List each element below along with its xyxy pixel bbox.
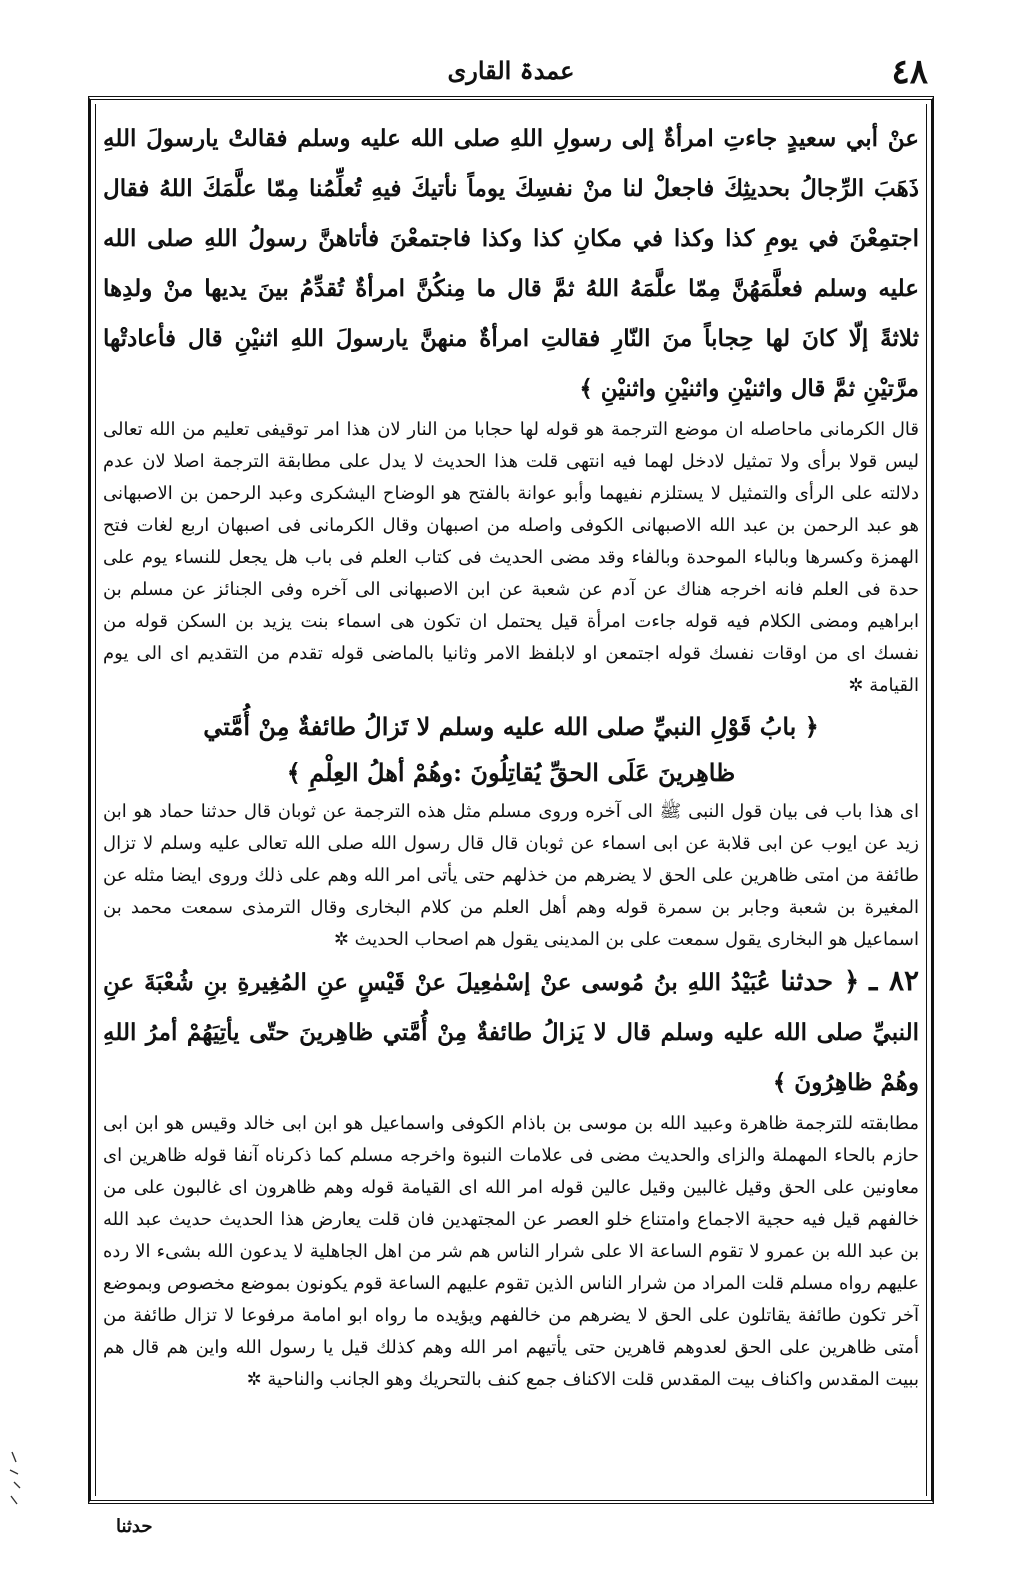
hadith-82 (103, 956, 919, 1108)
catchword: حدثنا (116, 1516, 153, 1537)
hadith-number: ٨٢ ـ (869, 964, 919, 997)
text-frame (88, 96, 934, 1504)
chapter-heading-line-2: ظاهِرينَ عَلَى الحقِّ يُقاتِلُونَ :وهُمْ أهلُ العِلْمِ ﴾ (286, 758, 736, 787)
page-number: ٤٨ (891, 52, 928, 92)
chapter-heading (103, 704, 919, 796)
commentary-hadith-80: قال الكرمانی ماحاصله ان موضع الترجمة هو قوله لها حجابا من النار لان هذا امر توقیفی تعلیم من الله تعالى ليس قولا برأى ولا تمثيل لادخل لهما فيه انتهى قلت هذا الحديث لا يدل على مطابقة الترجمة اصلا لان عدم دلالته على الرأى والتمثيل لا يستلزم نفيهما وأبو عوانة بالفتح هو الوضاح اليشكرى وعبد الرحمن بن الاصبهانى هو عبد الرحمن بن عبد الله الاصبهانى الكوفى واصله من اصبهان وقال الكرمانى فى اصبهان اربع لغات فتح الهمزة وكسرها وبالباء الموحدة وبالفاء وقد مضى الحديث فى كتاب العلم فى باب هل يجعل للنساء يوم على حدة فى العلم فانه اخرجه هناك عن آدم عن شعبة عن ابن الاصبهانى الى آخره وفى الجنائز عن مسلم بن ابراهيم ومضى الكلام فيه قوله جاءت امرأة قيل يحتمل ان تكون هى اسماء بنت يزيد بن السكن قوله من نفسك اى من اوقات نفسك قوله اجتمعن او لابلفظ الامر وثانيا بالماضى قوله تقدم من التقديم اى الى يوم القيامة ✲ (103, 419, 919, 696)
hadith-80-text: عنْ أبي سعيدٍ جاءتِ امرأةٌ إلى رسولِ اللهِ صلى الله عليه وسلم فقالتْ يارسولَ اللهِ ذَهَبَ الرِّجالُ بحديثِكَ فاجعلْ لنا منْ نفسِكَ يوماً نأتيكَ فيهِ تُعلِّمُنا مِمّا علَّمَكَ اللهُ فقال اجتمِعْنَ في يومِ كذا وكذا في مكانِ كذا وكذا فاجتمعْنَ فأتاهنَّ رسولُ اللهِ صلى الله عليه وسلم فعلَّمَهُنَّ مِمّا علَّمَهُ اللهُ ثمَّ قال ما مِنكُنَّ امرأةٌ تُقدِّمُ بينَ يديها منْ ولدِها ثلاثةً إلّا كانَ لها حِجاباً منَ النّارِ فقالتِ امرأةٌ منهنَّ يارسولَ اللهِ اثنيْنِ قال فأعادتْها مرَّتيْنِ ثمَّ قال واثنيْنِ واثنيْنِ واثنيْنِ ﴾ (103, 125, 919, 402)
running-title: عمدۃ القاری (447, 56, 575, 85)
chapter-heading-line-1: ﴿ بابُ قَوْلِ النبيِّ صلى الله عليه وسلم لا تَزالُ طائفةٌ مِنْ أُمَّتي (203, 712, 819, 741)
running-header (90, 52, 932, 92)
margin-scribble (6, 1448, 28, 1508)
hadith-intro: ﴿ حدثنا (780, 967, 860, 997)
commentary-chapter: اى هذا باب فى بيان قول النبى ﷺ الى آخره وروى مسلم مثل هذه الترجمة عن ثوبان قال حدثنا حماد هو ابن زيد عن ايوب عن ابى قلابة عن ابى اسماء عن ثوبان قال قال رسول الله صلى الله تعالى عليه وسلم لا تزال طائفة من امتى ظاهرين على الحق لا يضرهم من خذلهم حتى يأتى امر الله وهم على ذلك وروى ايضا مثله عن المغيرة بن شعبة وجابر بن سمرة قوله وهم أهل العلم من كلام البخارى وقال الترمذى سمعت محمد بن اسماعيل هو البخارى يقول سمعت على بن المدينى يقول هم اصحاب الحديث ✲ (103, 801, 919, 950)
commentary-hadith-82: مطابقته للترجمة ظاهرة وعبيد الله بن موسى بن باذام الكوفى واسماعيل هو ابن ابى خالد وقيس هو ابن ابى حازم بالحاء المهملة والزاى والحديث مضى فى علامات النبوة واخرجه مسلم كما ذكرناه آنفا قوله ظاهرين اى معاونين على الحق وقيل غالبين وقيل عالين قوله امر الله اى القيامة قوله وهم ظاهرون اى غالبون على من خالفهم قيل فيه حجية الاجماع وامتناع خلو العصر عن المجتهدين فان قلت يعارض هذا الحديث حديث عبد الله بن عبد الله بن عمرو لا تقوم الساعة الا على شرار الناس هم شر من اهل الجاهلية لا يدعون الله بشىء الا رده عليهم رواه مسلم قلت المراد من شرار الناس الذين تقوم عليهم الساعة قوم يكونون بموضع مخصوص وبموضع آخر تكون طائفة يقاتلون على الحق لا يضرهم من خالفهم ويؤيده ما رواه ابو امامة مرفوعا لا تزال طائفة من أمتى ظاهرين على الحق لعدوهم قاهرين حتى يأتيهم امر الله وهم كذلك قيل يا رسول الله واين هم قال هم ببيت المقدس واكناف بيت المقدس قلت الاكناف جمع كنف بالتحريك وهو الجانب والناحية ✲ (103, 1113, 919, 1390)
hadith-82-text: عُبَيْدُ اللهِ بنُ مُوسى عنْ إسْمٰعِيلَ عنْ قَيْسٍ عنِ المُغِيرةِ بنِ شُعْبَةَ عنِ النبيِّ صلى الله عليه وسلم قال لا يَزالُ طائفةٌ مِنْ أُمَّتي ظاهِرينَ حتّى يأتِيَهُمْ أمرُ اللهِ وهُمْ ظاهِرُونَ ﴾ (103, 969, 919, 1096)
page-content (103, 114, 919, 1490)
